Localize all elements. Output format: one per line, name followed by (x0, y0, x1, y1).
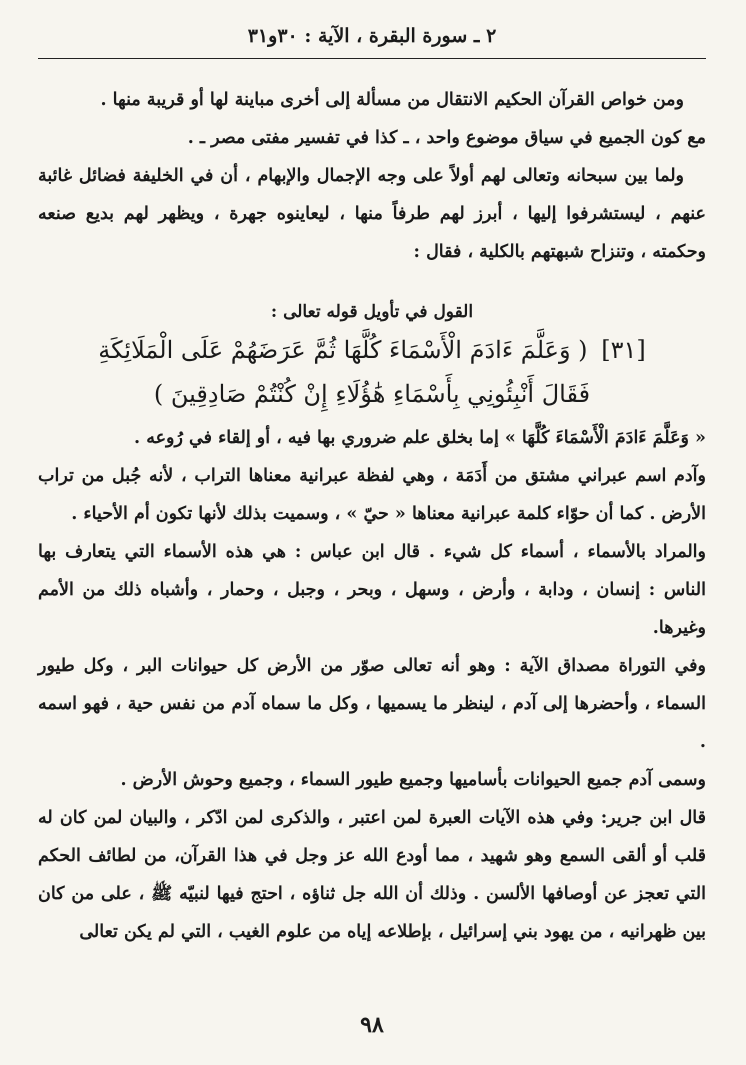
commentary-paragraph: « وَعَلَّمَ ءَادَمَ الْأَسْمَاءَ كُلَّهَا » إما بخلق علم ضروري بها فيه ، أو إلقاء في رُوعه . (134, 428, 706, 448)
running-title: ٢ ـ سورة البقرة ، الآية : ٣٠و٣١ (247, 25, 497, 47)
commentary-paragraph: وسمى آدم جميع الحيوانات بأساميها وجميع طيور السماء ، وجميع وحوش الأرض . (120, 770, 706, 790)
verse-line-1 (38, 331, 706, 369)
commentary-paragraph: والمراد بالأسماء ، أسماء كل شيء . قال ابن عباس : هي هذه الأسماء التي يتعارف بها الناس : إنسان ، ودابة ، وأرض ، وسهل ، وبحر ، وجبل ، وحمار ، وأشباه ذلك من الأمم وغيرها. (38, 542, 706, 638)
intro-paragraph: ومن خواص القرآن الحكيم الانتقال من مسألة إلى أخرى مباينة لها أو قريبة منها . (100, 90, 684, 110)
verse-number: [٣١] (601, 336, 646, 364)
intro-block (38, 81, 706, 271)
section-heading: القول في تأويل قوله تعالى : (270, 302, 474, 322)
intro-paragraph: ولما بين سبحانه وتعالى لهم أولاً على وجه الإجمال والإبهام ، أن في الخليفة فضائل غائبة عنهم ، ليستشرفوا إليها ، أبرز لهم طرفاً منها ، ليعاينوه جهرة ، ويظهر لهم بديع صنعه وحكمته ، وتنزاح شبهتهم بالكلية ، فقال : (38, 166, 706, 262)
commentary-paragraph: وآدم اسم عبراني مشتق من أَدَمَة ، وهي لفظة عبرانية معناها التراب ، لأنه جُبل من تراب الأرض . كما أن حوّاء كلمة عبرانية معناها « حيّ » ، وسميت بذلك لأنها تكون أم الأحياء . (38, 466, 706, 524)
commentary-paragraph: قال ابن جرير: وفي هذه الآيات العبرة لمن اعتبر ، والذكرى لمن ادّكر ، والبيان لمن كان له قلب أو ألقى السمع وهو شهيد ، مما أودع الله عز وجل في هذا القرآن، من لطائف الحكم التي تعجز عن أوصافها الألسن . وذلك أن الله جل ثناؤه ، احتج فيها لنبيّه ﷺ ، على من كان بين ظهرانيه ، من يهود بني إسرائيل ، بإطلاعه إياه من علوم الغيب ، التي لم يكن تعالى (38, 808, 706, 942)
verse-line-2: فَقَالَ أَنْبِئُونِي بِأَسْمَاءِ هَٰؤُلَاءِ إِنْ كُنْتُمْ صَادِقِينَ ) (153, 380, 591, 408)
intro-paragraph: مع كون الجميع في سياق موضوع واحد ، ـ كذا في تفسير مفتى مصر ـ . (187, 128, 706, 148)
commentary-paragraph: وفي التوراة مصداق الآية : وهو أنه تعالى صوّر من الأرض كل حيوانات البر ، وكل طيور السماء ، وأحضرها إلى آدم ، لينظر ما يسميها ، وكل ما سماه آدم من نفس حية ، فهو اسمه . (38, 656, 706, 752)
header-rule (38, 58, 706, 59)
commentary-block (38, 419, 706, 951)
verse-text-1: ( وَعَلَّمَ ءَادَمَ الْأَسْمَاءَ كُلَّهَا ثُمَّ عَرَضَهُمْ عَلَى الْمَلَائِكَةِ (98, 336, 588, 364)
page-number: ٩٨ (360, 1012, 384, 1038)
book-page (38, 20, 706, 1040)
quran-verse (38, 331, 706, 413)
